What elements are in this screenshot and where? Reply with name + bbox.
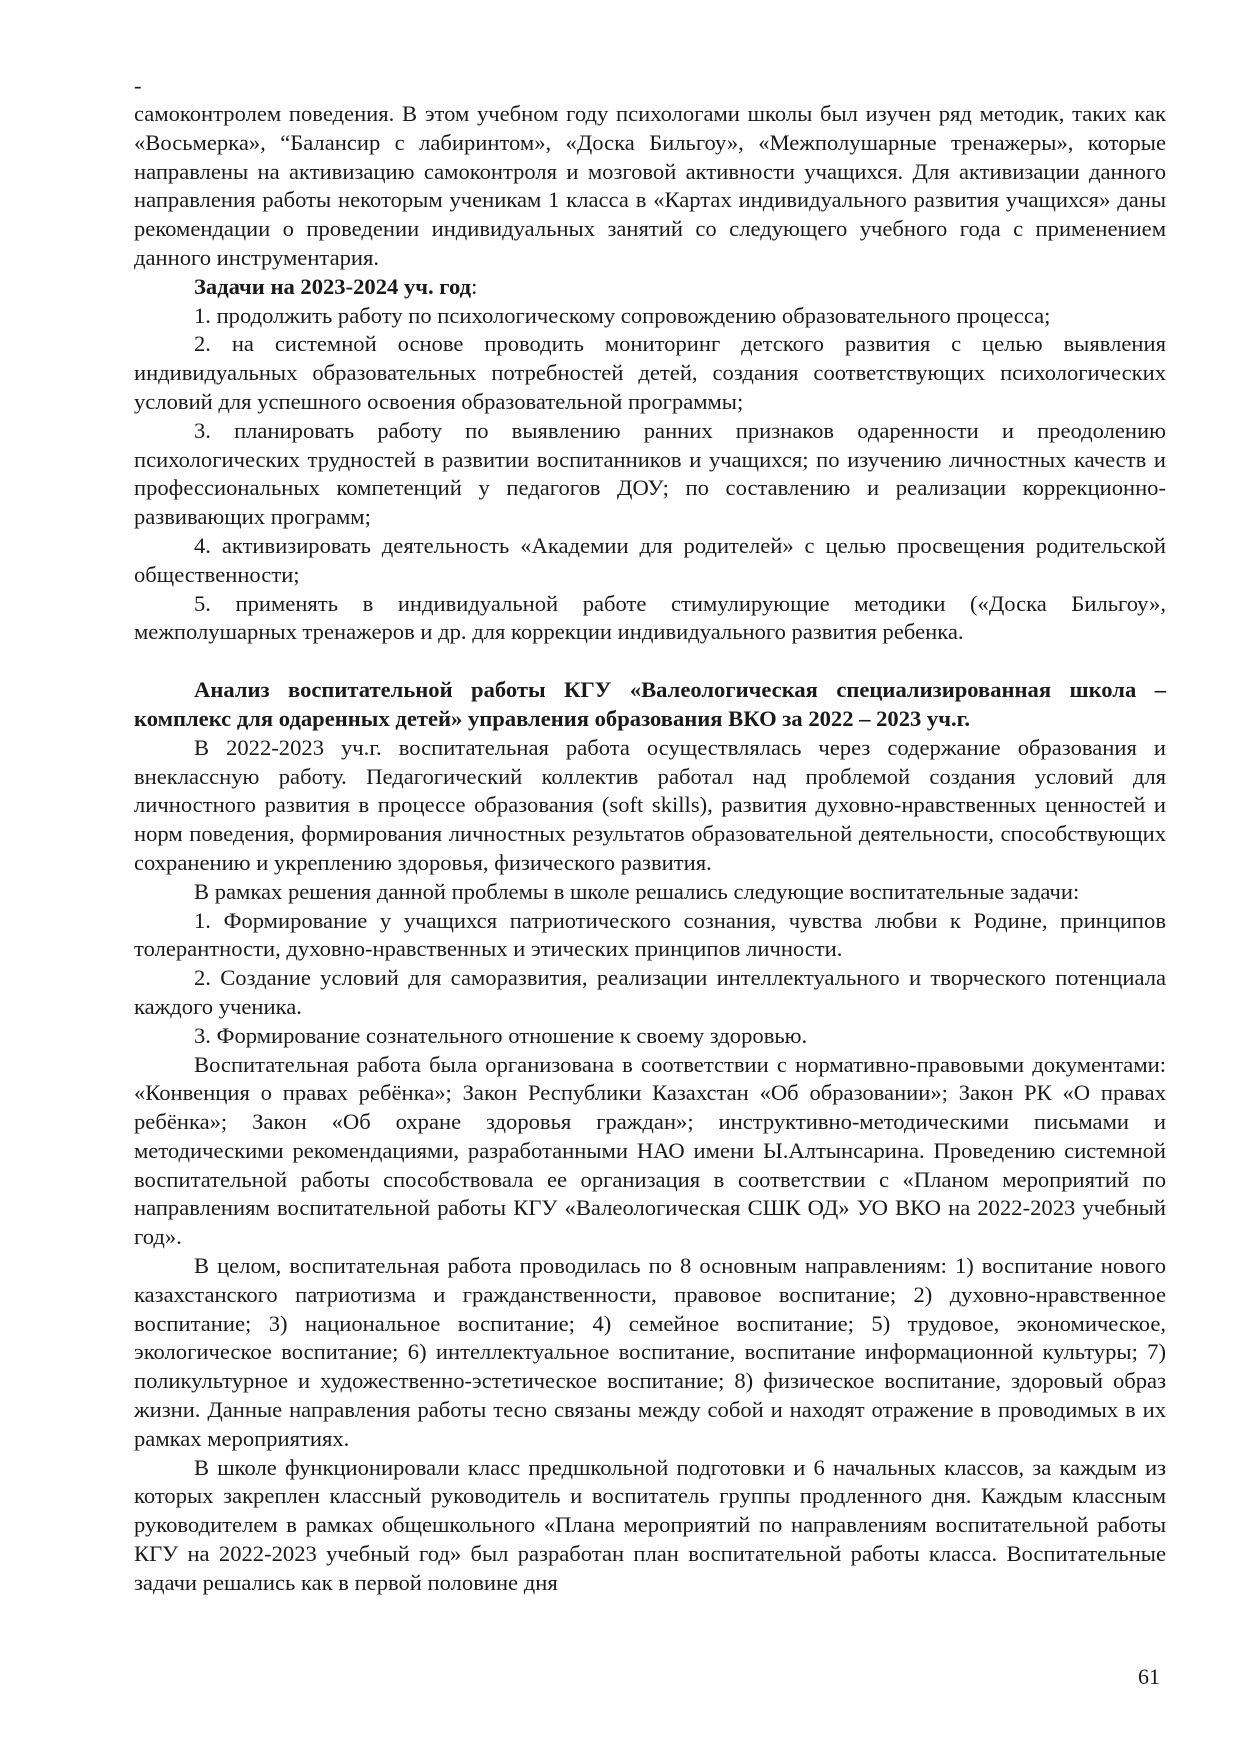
section-heading: Анализ воспитательной работы КГУ «Валеологическая специализированная школа – комплекс для одаренных детей» управления образования ВКО за 2022 – 2023 уч.г. [134,677,1166,731]
section-gap [134,647,1166,676]
task-item: 3. планировать работу по выявлению ранних признаков одаренности и преодолению психологических трудностей в развитии воспитанников и учащихся; по изучению личностных качеств и профессиональных компетенций у педагогов ДОУ; по составлению и реализации коррекционно-развивающих программ; [134,417,1166,530]
edu-task-item: 1. Формирование у учащихся патриотического сознания, чувства любви к Родине, принципов толерантности, духовно-нравственных и этических принципов личности. [134,907,1166,962]
body-paragraph: Воспитательная работа была организована в соответствии с нормативно-правовыми документами: «Конвенция о правах ребёнка»; Закон Республики Казахстан «Об образовании»; Закон РК «О правах ребёнка»; Закон «Об охране здоровья граждан»; инструктивно-методическими письмами и методическими рекомендациями, разработанными НАО имени Ы.Алтынсарина. Проведению системной воспитательной работы способствовала ее организация в соответствии с «Планом мероприятий по направлениям воспитательной работы КГУ «Валеологическая СШК ОД» УО ВКО на 2022-2023 учебный год». [134,1051,1166,1250]
tasks-heading: Задачи на 2023-2024 уч. год [194,273,472,299]
top-mark: - [134,73,142,98]
tasks-heading-colon: : [471,273,478,299]
document-page [134,72,1166,1598]
edu-task-item: 2. Создание условий для саморазвития, реализации интеллектуального и творческого потенциала каждого ученика. [134,965,1166,1019]
body-paragraph: В школе функционировали класс предшкольной подготовки и 6 начальных классов, за каждым из которых закреплен классный руководитель и воспитатель группы продленного дня. Каждым классным руководителем в рамках общешкольного «Плана мероприятий по направлениям воспитательной работы КГУ на 2022-2023 учебный год» был разработан план воспитательной работы класса. Воспитательные задачи решались как в первой половине дня [134,1454,1166,1595]
task-item: 5. применять в индивидуальной работе стимулирующие методики («Доска Бильгоу», межполушарных тренажеров и др. для коррекции индивидуального развития ребенка. [134,590,1166,645]
task-item: 4. активизировать деятельность «Академии для родителей» с целью просвещения родительской общественности; [134,532,1166,587]
body-paragraph: В 2022-2023 уч.г. воспитательная работа осуществлялась через содержание образования и внеклассную работу. Педагогический коллектив работал над проблемой создания условий для личностного развития в процессе образования (soft skills), развития духовно-нравственных ценностей и норм поведения, формирования личностных результатов образовательной деятельности, способствующих сохранению и укреплению здоровья, физического развития. [134,734,1166,875]
task-item: 2. на системной основе проводить мониторинг детского развития с целью выявления индивидуальных образовательных потребностей детей, создания соответствующих психологических условий для успешного освоения образовательной программы; [134,331,1166,414]
intro-paragraph: самоконтролем поведения. В этом учебном году психологами школы был изучен ряд методик, таких как «Восьмерка», “Балансир с лабиринтом», «Доска Бильгоу», «Межполушарные тренажеры», которые направлены на активизацию самоконтроля и мозговой активности учащихся. Для активизации данного направления работы некоторым ученикам 1 класса в «Картах индивидуального развития учащихся» даны рекомендации о проведении индивидуальных занятий со следующего учебного года с применением данного инструментария. [134,101,1166,270]
edu-task-item: 3. Формирование сознательного отношение к своему здоровью. [194,1022,808,1048]
tasks-heading-line [134,273,1166,302]
body-paragraph: В рамках решения данной проблемы в школе решались следующие воспитательные задачи: [194,878,1080,904]
task-item: 1. продолжить работу по психологическому сопровождению образовательного процесса; [194,302,1051,328]
page-number: 61 [1138,1664,1160,1689]
body-paragraph: В целом, воспитательная работа проводилась по 8 основным направлениям: 1) воспитание нового казахстанского патриотизма и гражданственности, правовое воспитание; 2) духовно-нравственное воспитание; 3) национальное воспитание; 4) семейное воспитание; 5) трудовое, экономическое, экологическое воспитание; 6) интеллектуальное воспитание, воспитание информационной культуры; 7) поликультурное и художественно-эстетическое воспитание; 8) физическое воспитание, здоровый образ жизни. Данные направления работы тесно связаны между собой и находят отражение в проводимых в их рамках мероприятиях. [134,1253,1166,1451]
